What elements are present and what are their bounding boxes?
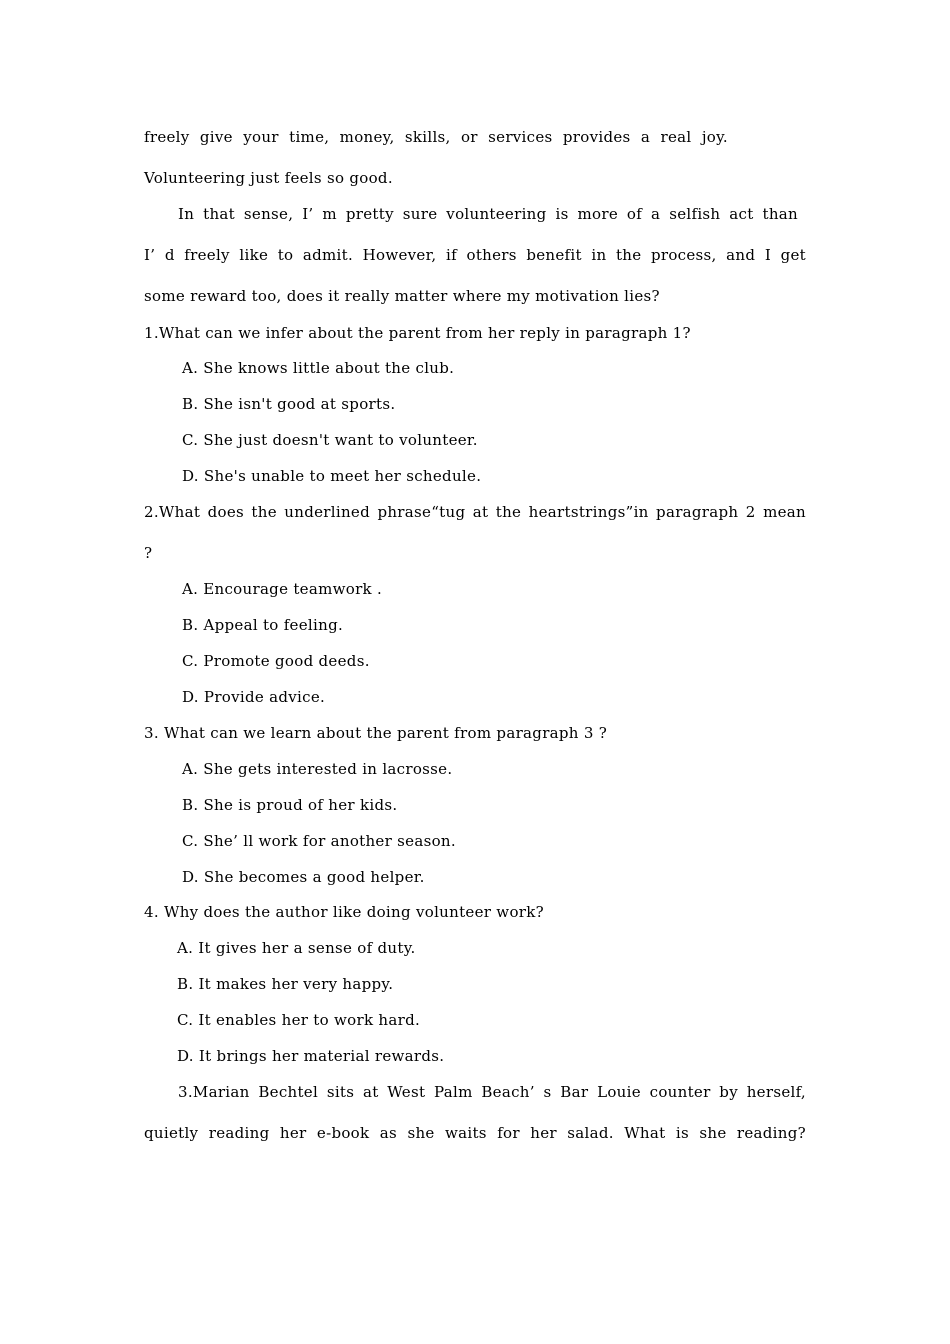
- passage-line: Volunteering just feels so good.: [144, 169, 393, 187]
- answer-option: C. She’ ll work for another season.: [182, 832, 456, 850]
- answer-option: D. Provide advice.: [182, 688, 326, 706]
- question-stem: 3. What can we learn about the parent from paragraph 3 ?: [144, 724, 608, 742]
- answer-option: B. She is proud of her kids.: [182, 796, 398, 814]
- passage-line: 3.Marian Bechtel sits at West Palm Beach’ s Bar Louie counter by herself,: [178, 1083, 806, 1101]
- answer-option: D. She becomes a good helper.: [182, 868, 425, 886]
- answer-option: D. She's unable to meet her schedule.: [182, 467, 482, 485]
- passage-line: some reward too, does it really matter where my motivation lies?: [144, 287, 660, 305]
- question-stem: 2.What does the underlined phrase“tug at the heartstrings”in paragraph 2 mean: [144, 503, 806, 521]
- answer-option: C. Promote good deeds.: [182, 652, 370, 670]
- passage-line: In that sense, I’ m pretty sure volunteering is more of a selfish act than: [178, 205, 798, 223]
- question-stem: 1.What can we infer about the parent from her reply in paragraph 1?: [144, 324, 691, 342]
- answer-option: C. She just doesn't want to volunteer.: [182, 431, 478, 449]
- passage-line: freely give your time, money, skills, or services provides a real joy.: [144, 128, 728, 146]
- question-stem: 4. Why does the author like doing volunteer work?: [144, 903, 544, 921]
- passage-line: quietly reading her e-book as she waits for her salad. What is she reading?: [144, 1124, 806, 1142]
- answer-option: A. Encourage teamwork .: [182, 580, 383, 598]
- answer-option: B. It makes her very happy.: [177, 975, 394, 993]
- answer-option: A. She knows little about the club.: [182, 359, 455, 377]
- answer-option: D. It brings her material rewards.: [177, 1047, 445, 1065]
- answer-option: B. Appeal to feeling.: [182, 616, 344, 634]
- answer-option: A. It gives her a sense of duty.: [177, 939, 416, 957]
- question-stem-continuation: ?: [144, 544, 153, 562]
- answer-option: C. It enables her to work hard.: [177, 1011, 421, 1029]
- answer-option: A. She gets interested in lacrosse.: [182, 760, 453, 778]
- passage-line: I’ d freely like to admit. However, if others benefit in the process, and I get: [144, 246, 806, 264]
- answer-option: B. She isn't good at sports.: [182, 395, 396, 413]
